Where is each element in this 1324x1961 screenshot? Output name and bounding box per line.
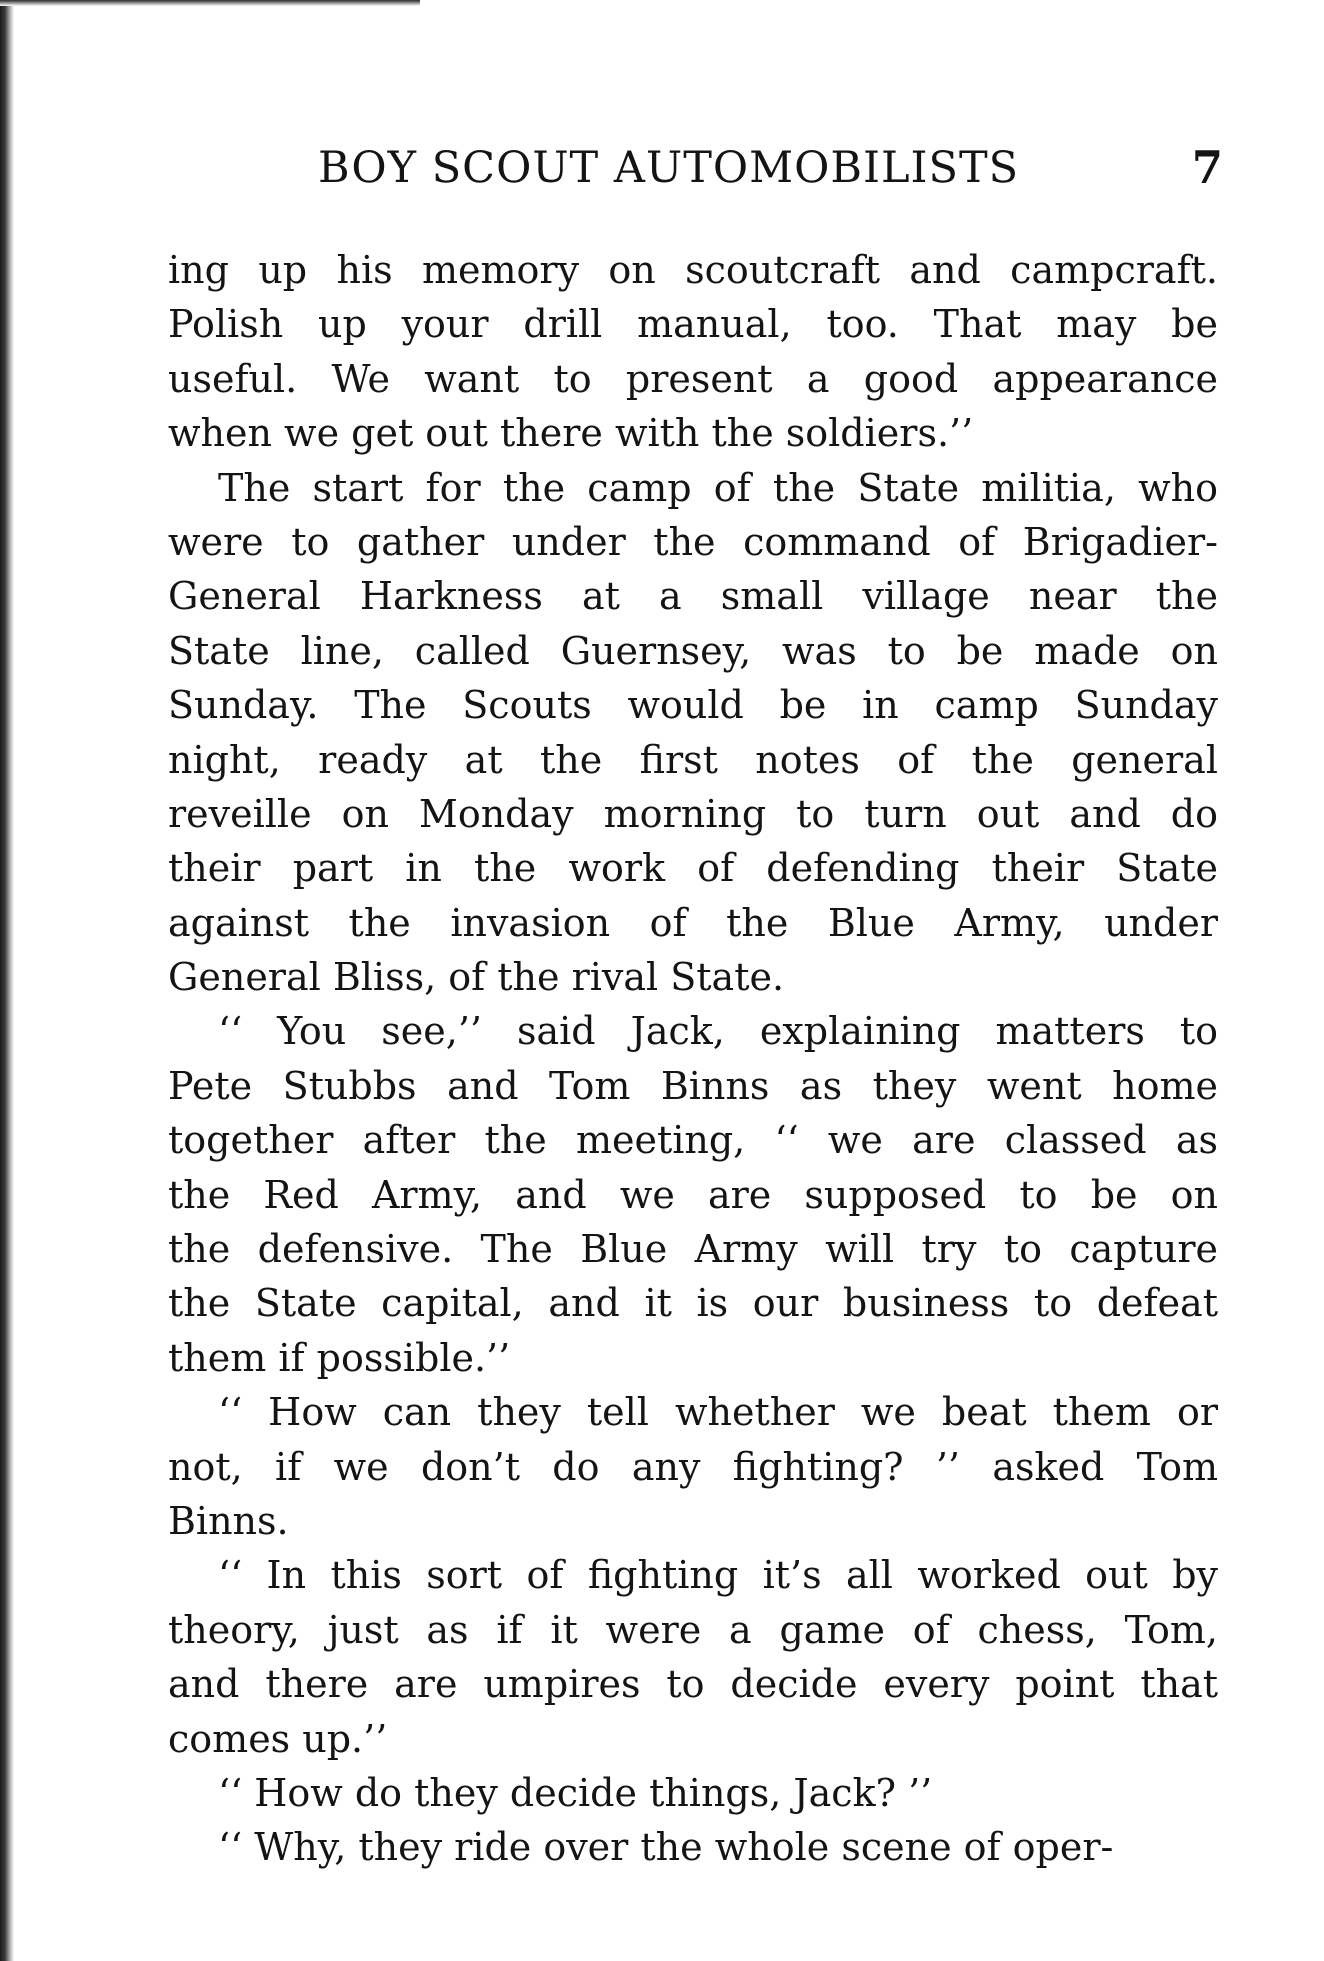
page-binding-edge: [0, 0, 14, 1961]
text-line: The start for the camp of the State militia, who: [218, 465, 1218, 510]
text-line: Sunday. The Scouts would be in camp Sunday: [168, 683, 1218, 728]
body-text: [168, 243, 1218, 1875]
text-line: useful. We want to present a good appearance: [168, 356, 1218, 401]
text-line: ‘‘ Why, they ride over the whole scene of oper-: [218, 1825, 1114, 1870]
text-line: the Red Army, and we are supposed to be on: [168, 1172, 1218, 1217]
text-line: not, if we don’t do any fighting? ’’ asked Tom: [168, 1444, 1218, 1489]
text-line: General Bliss, of the rival State.: [168, 955, 785, 1000]
text-line: theory, just as if it were a game of chess, Tom,: [168, 1607, 1218, 1652]
text-line: and there are umpires to decide every point that: [168, 1662, 1218, 1707]
text-line: their part in the work of defending their State: [168, 846, 1218, 891]
text-line: when we get out there with the soldiers.’’: [168, 411, 974, 456]
text-line: State line, called Guernsey, was to be made on: [168, 628, 1218, 673]
text-line: ‘‘ How can they tell whether we beat them or: [218, 1390, 1218, 1435]
text-line: ‘‘ You see,’’ said Jack, explaining matters to: [218, 1009, 1218, 1054]
page-header: [318, 138, 1223, 198]
text-line: comes up.’’: [168, 1716, 388, 1761]
text-line: the State capital, and it is our business to defeat: [168, 1281, 1218, 1326]
text-line: Binns.: [168, 1498, 289, 1543]
text-line: Pete Stubbs and Tom Binns as they went home: [168, 1063, 1218, 1108]
page-top-edge: [0, 0, 420, 6]
text-line: Polish up your drill manual, too. That may be: [168, 302, 1218, 347]
text-line: General Harkness at a small village near the: [168, 574, 1218, 619]
running-head: BOY SCOUT AUTOMOBILISTS: [318, 143, 1020, 193]
text-line: them if possible.’’: [168, 1335, 511, 1380]
text-line: ‘‘ In this sort of fighting it’s all worked out by: [218, 1553, 1218, 1598]
text-line: against the invasion of the Blue Army, under: [168, 900, 1218, 945]
page-number: 7: [1191, 141, 1223, 194]
text-line: night, ready at the first notes of the general: [168, 737, 1218, 782]
text-line: were to gather under the command of Brigadier-: [168, 519, 1218, 564]
text-line: the defensive. The Blue Army will try to capture: [168, 1227, 1218, 1272]
text-line: reveille on Monday morning to turn out and do: [168, 791, 1218, 836]
text-line: ing up his memory on scoutcraft and campcraft.: [168, 248, 1218, 292]
text-line: ‘‘ How do they decide things, Jack? ’’: [218, 1770, 933, 1815]
text-line: together after the meeting, ‘‘ we are classed as: [168, 1118, 1218, 1163]
